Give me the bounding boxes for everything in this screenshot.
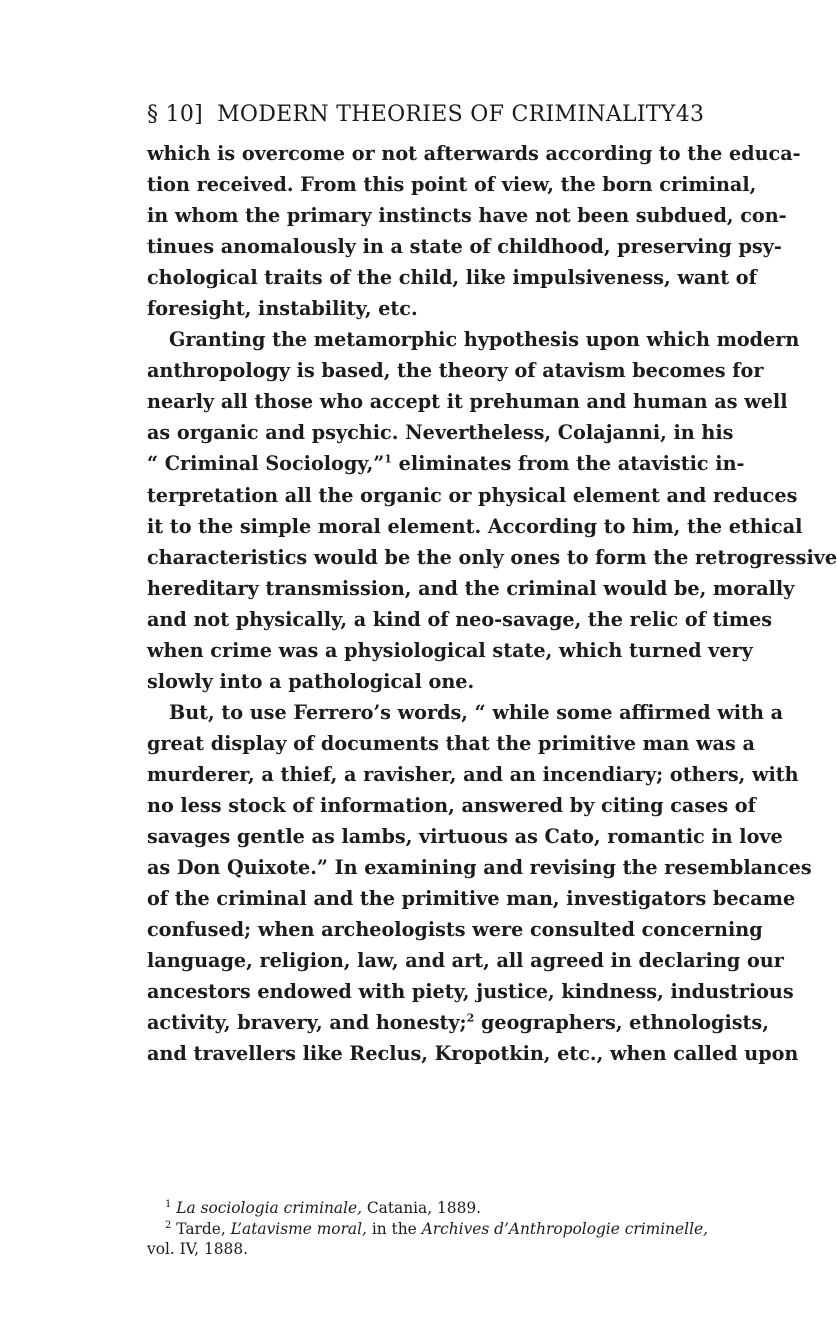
text-line: of the criminal and the primitive man, investigators became [147, 887, 796, 911]
text-line: nearly all those who accept it prehuman and human as well [147, 390, 788, 414]
text-line: and not physically, a kind of neo-savage, the relic of times [147, 607, 773, 631]
footnotes [147, 1198, 709, 1260]
text-line: as Don Quixote.” In examining and revising the resemblances [147, 856, 812, 880]
text-line: savages gentle as lambs, virtuous as Cato, romantic in love [147, 825, 783, 849]
text-line: hereditary transmission, and the criminal would be, morally [147, 576, 795, 600]
footnote-mark: 2 [165, 1219, 172, 1231]
footnote-title: La sociologia criminale, [176, 1199, 362, 1217]
text-line: language, religion, law, and art, all agreed in declaring our [147, 949, 784, 973]
text-line: murderer, a thief, a ravisher, and an incendiary; others, with [147, 762, 799, 786]
text-line: chological traits of the child, like impulsiveness, want of [147, 266, 757, 290]
text-line: in whom the primary instincts have not been subdued, con- [147, 204, 787, 228]
text-line: tion received. From this point of view, the born criminal, [147, 173, 757, 197]
text-line: no less stock of information, answered by citing cases of [147, 793, 756, 817]
text-line: when crime was a physiological state, which turned very [147, 638, 753, 662]
text-line: terpretation all the organic or physical element and reduces [147, 483, 798, 507]
footnote-mark: 1 [165, 1198, 172, 1210]
text-line: and travellers like Reclus, Kropotkin, etc., when called upon [147, 1042, 799, 1066]
text-line: slowly into a pathological one. [147, 669, 475, 693]
page-number: 43 [675, 101, 705, 127]
body-text [147, 138, 837, 1069]
text-line: characteristics would be the only ones to form the retrogressive [147, 545, 837, 569]
text-line: But, to use Ferrero’s words, “ while some affirmed with a [169, 700, 784, 724]
running-title: MODERN THEORIES OF CRIMINALITY [217, 101, 676, 127]
footnote-ref-1: 1 [384, 453, 392, 467]
text-line: tinues anomalously in a state of childhood, preserving psy- [147, 235, 782, 259]
running-header [147, 98, 705, 130]
footnote-journal: Archives d’Anthropologie criminelle, [421, 1219, 709, 1238]
footnote-title: L’atavisme moral, [230, 1219, 367, 1238]
header-left [147, 102, 676, 127]
text-line: which is overcome or not afterwards according to the educa- [147, 142, 801, 165]
footnote-ref-2: 2 [466, 1011, 475, 1025]
text-line: it to the simple moral element. According to him, the ethical [147, 514, 803, 538]
section-marker: § 10] [147, 101, 204, 127]
text-line: foresight, instability, etc. [147, 297, 418, 321]
text-line: as organic and psychic. Nevertheless, Colajanni, in his [147, 421, 734, 445]
text-line: “ Criminal Sociology,”$^1$ eliminates from the atavistic in- [147, 452, 745, 476]
footnote-1: $^1$ La sociologia criminale, Catania, 1889. [165, 1198, 482, 1217]
text-line: confused; when archeologists were consulted concerning [147, 918, 763, 942]
text-line: Granting the metamorphic hypothesis upon which modern [169, 328, 800, 352]
text-line: activity, bravery, and honesty;$^2$ geographers, ethnologists, [147, 1011, 769, 1035]
footnote-2: $^2$ Tarde, L’atavisme moral, in the Archives d’Anthropologie criminelle, [165, 1219, 709, 1238]
text-line: ancestors endowed with piety, justice, kindness, industrious [147, 980, 794, 1004]
text-line: anthropology is based, the theory of atavism becomes for [147, 359, 764, 383]
text-line: great display of documents that the primitive man was a [147, 731, 755, 755]
footnote-2-continuation: vol. IV, 1888. [147, 1240, 249, 1258]
